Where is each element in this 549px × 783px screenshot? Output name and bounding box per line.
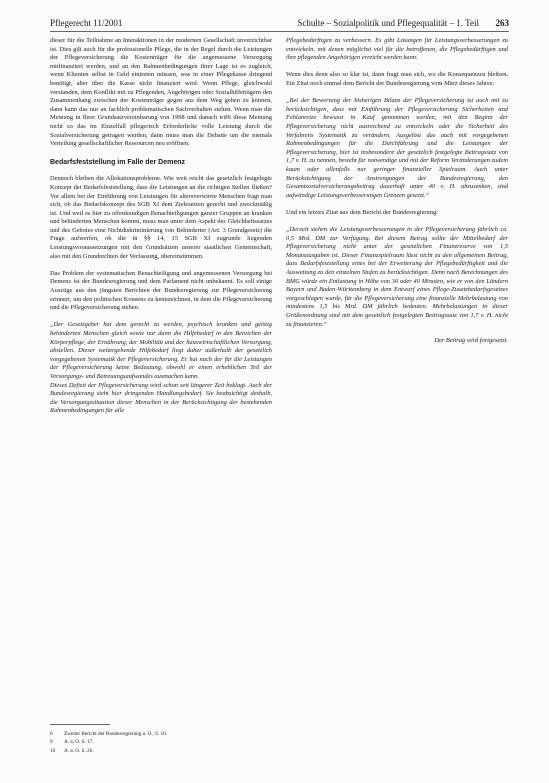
footnote-text: Zweiter Bericht der Bundesregierung a. O., S. 16. [64,731,168,737]
footnote [50,747,350,755]
body-paragraph: Und ein letztes Zitat aus dem Bericht der Bundesregierung: [286,208,438,216]
continuation-note: Der Beitrag wird fortgesetzt. [434,337,508,345]
footnote-rule [50,724,110,725]
journal-name: Pflegerecht 11/2001 [50,18,123,28]
body-paragraph: dieser für die Teilnahme an Interaktionen in der modernen Gesellschaft unverzichtbar ist. Dies gilt auch für die professionelle Pflege, die in der Regel durch die Leistungen der Pflegeversicherung die Kostenträger für die angemessene Versorgung mitfinanziert werden, und an den Rahmenbedingungen ihrer Lage ist es zugleich, wenn Klienten selbst in Geld eintreten müssen, was in einer Pflegekasse dringend benötigt, aber über die Kasse nicht finanziert wird. Wenn Pflege, gleichwohl verstanden, dem Konflikt mit zu Pflegenden, Angehörigen oder Sozialhilfeträgern den Zusammenhang zwischen der Kostenträger gegen aus dem Weg gehen zu können, dann kann das nur an fachlich problematischen Sachverhalten stehen. Wenn man die Meinung in Ihrer Grundsatzvereinbarung von 1998 und danach trifft diese Meinung nicht so das im Einzelfall pflegerisch Erforderliche volle Leistung durch die Sozialversicherung getragen werden, dann muss man die Debatte um die niemals Verteilung gesellschaftlicher Ressourcen neu eröffnen. [50,37,272,148]
quote-paragraph: Pflegebedürftigen zu verbessern. Es gibt Lösungen für Leistungsverbesserungen zu entwickeln, mit denen möglichst viel für die betroffenen, die Pflegebedürftigen und ihre pflegenden Angehörigen erreicht werden kann. [286,37,508,62]
right-column [286,37,508,346]
footnotes [50,730,350,755]
header-rule [50,31,509,32]
quote-paragraph: Dieses Defizit der Pflegeversicherung wird schon seit längerer Zeit beklagt. Auch der Bundesregierung sieht hier dringenden Handlungsbedarf. Sie beabsichtigt deshalb, die Versorgungssituation dieser Menschen in der Berücksichtigung der bestehenden Rahmenbedingungen für alle [50,381,272,415]
body-paragraph: Wenn dies denn also so klar ist, dann fragt man sich, wo die Konsequenzen bleiben. Ein Zitat noch einmal dem Bericht der Bundesregierung vom März dieses Jahres: [286,71,508,87]
footnote-text: A. a. O. S. 17. [64,739,94,746]
footnote [50,738,350,746]
section-heading: Bedarfsfeststellung im Falle der Demenz [50,158,185,166]
running-title: Schulte – Sozialpolitik und Pflegequalität – 1. Teil [297,18,479,28]
quote-paragraph: „Bei der Bewertung der bisherigen Bilanz der Pflegeversicherung ist auch mit zu berücksichtigen, dass mit Einführung der Pflegeversicherung Sicherheiten und Fehlanreize bewusst in Kauf genommen werden, mit den Beginn der Pflegeversicherung nicht ausreichend zu entwickeln oder die Sicherheit des Verfahrens Systematik zu verändern. Ausgelöst das auch mit vorgegebenen Rahmenbedingungen für die Durchführung und die Leistungen der Pflegeversicherung, hier ist insbesondere der gesetzlich festgelegte Beitragssatz von 1,7 v. H. zu nennen, besteht für notwendige und mit der Reform Veränderungen zudem kaum oder allenfalls nur geringer finanzieller Spielraum. Auch unter Berücksichtigung der Anstrengungen der Bundesregierung, den Gesamtsozialversicherungsbeitrag dauerhaft unter 40 v. H. abzusenken, sind aufwändige Leistungsverbesserungen Grenzen gesetzt.“ [286,97,508,199]
left-column [50,37,272,416]
running-header [50,18,509,32]
body-paragraph: Das Problem der systematischen Benachteiligung und angemessenen Versorgung bei Demenz ist der Bundesregierung und dem Parlament nicht unbekannt. Es soll einige Auszüge aus den jüngsten Berichten der Bundesregierung zur Pflegeversicherung erinnert, um den politischen Konsens zu kennzeichnen, in dem die Pflegeversicherung und die Pflegeversicherung stehen. [50,269,272,312]
page-number: 263 [495,18,509,28]
footnote-text: A. a. O. S. 26. [64,747,94,754]
quote-paragraph: „Der Gesetzgeber hat dem gerecht zu werden, psychisch kranken und geistig behinderten Menschen gleich sowie nur dann die Hilfebedarf in den Bereichen der Körperpflege, der Ernährung, der Mobilität und der hauswirtschaftlichen Versorgung, abstellen. Dieser weitergehende Hilfebedarf liegt daher außerhalb der gesetzlich vorgegebenen Systematik der Pflegeversicherung. Er hat nach der für die Leistungen der Pflegeversicherung keine Bedeutung, obwohl er einen erheblichen Teil der Versorgungs- und Betreuungsaufwandes ausmachen kann. [50,321,272,380]
footnote [50,730,350,738]
footnote-number: 8 [50,731,53,737]
quote-paragraph: „Derzeit stehen die Leistungsverbesserungen in der Pflegeversicherung jährlich ca. 0,5 Mrd. DM zur Verfügung. Bei diesem Betrag sollte der Mittelbedarf der Pflegeversicherung nicht unter der gesetzlichen Finanzreserve von 1,5 Monatsausgaben ist. Dieser Finanzspielraum lässt nicht zu den allgemeinen Beitrag, dass Bedarfsfeststellung eines bei der Erweiterung der Pflegebedürftigkeit und die Ausweitung zu den einzelnen Stufen zu berücksichtigen. Denn nach Berechnungen des BMG würde ein Entlastung in Höhe von 30 oder 40 Minuten, wie er von den Ländern Bayern und Baden-Württemberg in dem Entwurf eines Pflege-Zusatzbedarfsgesetzes vorgeschlagen wurde, für die Pflegeversicherung eine finanzielle Mehrbelastung von mindestens 1,5 bis Mrd. DM jährlich bedeuten. Mehrbelastungen in dieser Größenordnung sind mit dem gesetzlich festgelegten Beitragssatz von 1,7 v. H. nicht zu finanzieren.“ [286,226,508,328]
body-paragraph: Dennoch bleiben die Allokationsprobleme. Wie weit reicht das gesetzlich festgelegte Konzept der Bedarfsfeststellung, dass die Leistungen an die richtigen Stellen fließen? Vor allem bei der Einführung von Leistungen für altersverwirrte Menschen fragt man sich, ob das Bedarfskonzept des SGB XI dem Zielesetzen gerecht und zweckmäßig ist. Und weil es hier zu offenkundigen Benachteiligungen ganzer Gruppen an kranken und behinderten Menschen kommt, muss man unter dem Aspekt des Gleichheitssatzes und des Gebotes eine Nichtdiskriminierung von Behinderter (Art. 3 Grundgesetz) die Frage aufwerfen, ob die in §§ 14, 15 SGB XI zugrunde liegenden Leistungsvoraussetzungen mit den Grundsätzen unserer staatlichen Gemeinschaft, also mit den Grundrechten der Verfassung, übereinstimmen. [50,175,272,260]
footnote-number: 9 [50,739,53,746]
footnote-number: 10 [50,747,56,754]
